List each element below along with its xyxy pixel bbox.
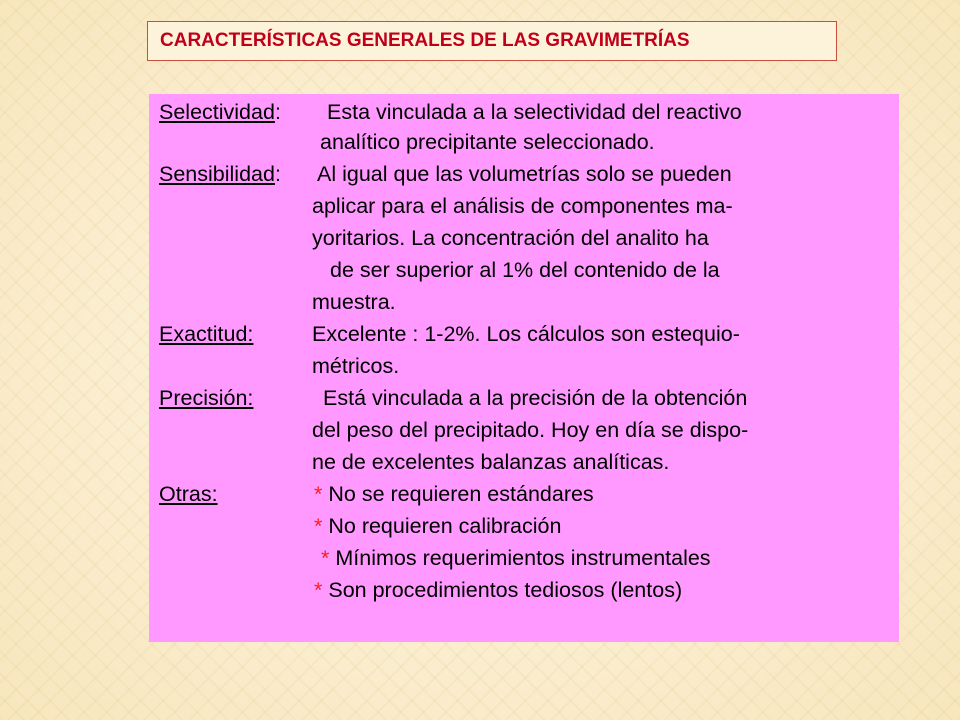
sensibilidad-text-3: yoritarios. La concentración del analito ha (312, 226, 709, 250)
sensibilidad-text-4: de ser superior al 1% del contenido de la (330, 258, 720, 282)
selectividad-text-2: analítico precipitante seleccionado. (320, 130, 655, 154)
otras-item-3 (321, 543, 711, 573)
precision-term: Precisión: (159, 386, 254, 410)
otras-item-1 (314, 479, 594, 509)
sensibilidad-line-1 (159, 159, 732, 189)
star-bullet-icon: * (314, 578, 323, 602)
star-bullet-icon: * (314, 514, 323, 538)
sensibilidad-text-1: Al igual que las volumetrías solo se pueden (317, 162, 732, 186)
precision-line-1 (159, 383, 748, 413)
selectividad-colon: : (274, 100, 281, 124)
otras-item-4 (314, 575, 682, 605)
star-bullet-icon: * (321, 546, 330, 570)
exactitud-text-2: métricos. (312, 354, 400, 378)
star-bullet-icon: * (314, 482, 323, 506)
otras-item-4-text: Son procedimientos tediosos (lentos) (328, 578, 683, 602)
precision-text-3: ne de excelentes balanzas analíticas. (312, 450, 670, 474)
otras-item-1-text: No se requieren estándares (328, 482, 594, 506)
sensibilidad-colon: : (274, 162, 281, 186)
title-box (147, 21, 837, 61)
exactitud-line-1 (159, 319, 740, 349)
slide-title: CARACTERÍSTICAS GENERALES DE LAS GRAVIMETRÍAS (160, 30, 690, 51)
selectividad-line-1 (159, 97, 742, 127)
otras-item-2-text: No requieren calibración (328, 514, 562, 538)
otras-term: Otras: (159, 482, 218, 506)
sensibilidad-text-2: aplicar para el análisis de componentes ma- (312, 194, 733, 218)
sensibilidad-term: Sensibilidad (159, 162, 275, 186)
otras-line-1 (159, 479, 594, 509)
otras-item-3-text: Mínimos requerimientos instrumentales (335, 546, 711, 570)
precision-text-2: del peso del precipitado. Hoy en día se dispo- (312, 418, 749, 442)
content-panel (149, 94, 899, 642)
exactitud-term: Exactitud: (159, 322, 254, 346)
precision-text-1: Está vinculada a la precisión de la obtención (323, 386, 748, 410)
selectividad-text-1: Esta vinculada a la selectividad del reactivo (327, 100, 742, 124)
sensibilidad-text-5: muestra. (312, 290, 396, 314)
exactitud-text-1: Excelente : 1-2%. Los cálculos son estequio- (312, 322, 740, 346)
selectividad-term: Selectividad (159, 100, 275, 124)
otras-item-2 (314, 511, 561, 541)
